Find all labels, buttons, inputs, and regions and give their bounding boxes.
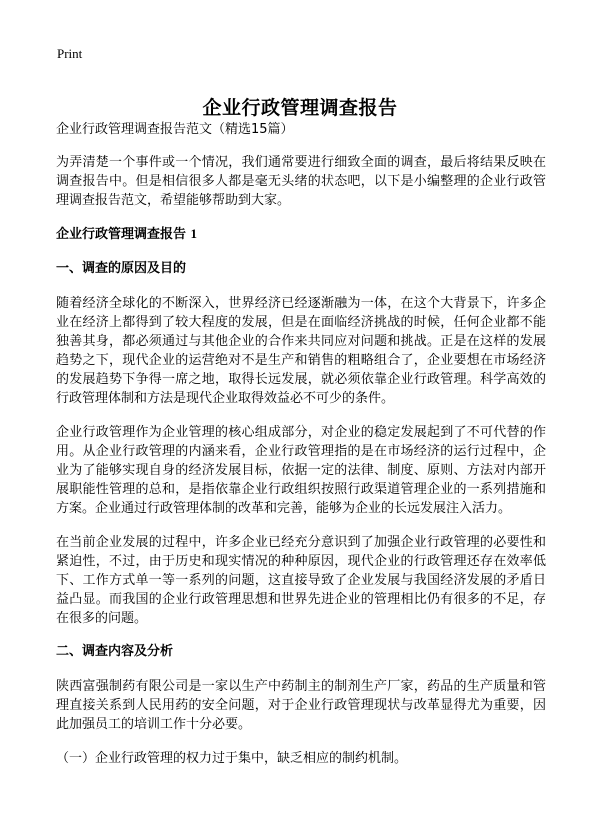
- print-link[interactable]: Print: [57, 46, 83, 61]
- document-body: [56, 121, 546, 768]
- section-1-paragraph-3: 在当前企业发展的过程中，许多企业已经充分意识到了加强企业行政管理的必要性和紧迫性，不过，由于历史和现实情况的种种原因，现代企业的行政管理还存在效率低下、工作方式单一等一系列的问题，这直接导致了企业发展与我国经济发展的矛盾日益凸显。而我国的企业行政管理思想和世界先进企业的管理相比仍有很多的不足，存在很多的问题。: [56, 535, 546, 626]
- report-heading-number: 1: [190, 226, 198, 241]
- report-heading-text: 企业行政管理调查报告: [56, 227, 187, 242]
- section-2-item-1: （一）企业行政管理的权力过于集中，缺乏相应的制约机制。: [56, 751, 408, 766]
- section-1-paragraph-1: 随着经济全球化的不断深入，世界经济已经逐渐融为一体，在这个大背景下，许多企业在经济上都得到了较大程度的发展，但是在面临经济挑战的时候，任何企业都不能独善其身，都必须通过与其他企业的合作来共同应对问题和挑战。正是在这样的发展趋势之下，现代企业的运营绝对不是生产和销售的粗略组合了，企业要想在市场经济的发展趋势下争得一席之地，取得长远发展，就必须依靠企业行政管理。科学高效的行政管理体制和方法是现代企业取得效益必不可少的条件。: [56, 296, 546, 406]
- intro-paragraph: 为弄清楚一个事件或一个情况，我们通常要进行细致全面的调查，最后将结果反映在调查报告中。但是相信很多人都是毫无头绪的状态吧，以下是小编整理的企业行政管理调查报告范文，希望能够帮助到大家。: [56, 155, 546, 208]
- document-subtitle: 企业行政管理调查报告范文（精选15篇）: [56, 122, 294, 137]
- section-2-heading: 二、调查内容及分析: [56, 644, 174, 659]
- section-2-paragraph-1: 陕西富强制药有限公司是一家以生产中药制主的制剂生产厂家，药品的生产质量和管理直接关系到人民用药的安全问题，对于企业行政管理现状与改革显得尤为重要，因此加强员工的培训工作十分必要。: [56, 679, 546, 732]
- report-heading: [56, 225, 546, 244]
- section-1-heading: 一、调查的原因及目的: [56, 261, 187, 276]
- document-title: 企业行政管理调查报告: [202, 96, 398, 119]
- section-1-paragraph-2: 企业行政管理作为企业管理的核心组成部分，对企业的稳定发展起到了不可代替的作用。从企业行政管理的内涵来看，企业行政管理指的是在市场经济的运行过程中，企业为了能够实现自身的经济发展目标，依据一定的法律、制度、原则、方法对内部开展职能性管理的总和，是指依靠企业行政组织按照行政渠道管理企业的一系列措施和方案。企业通过行政管理体制的改革和完善，能够为企业的长远发展注入活力。: [56, 425, 546, 516]
